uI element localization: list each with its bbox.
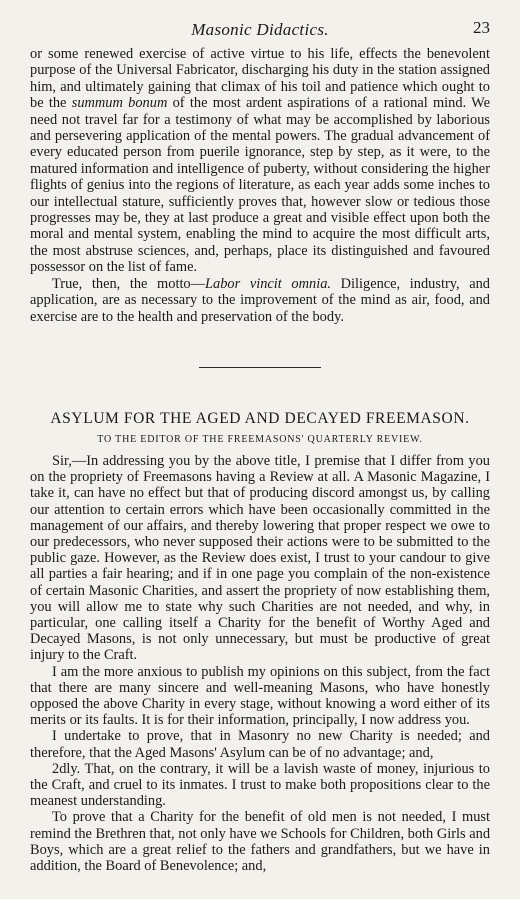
letter-paragraph: I am the more anxious to publish my opinions on this subject, from the fact that there are many sincere and well-meaning Masons, who have honestly opposed the above Charity in every stage, without knowing a word either of its merits or its faults. It is for their information, principally, I now address you. bbox=[30, 663, 490, 729]
page-number: 23 bbox=[473, 18, 490, 37]
article-subtitle: TO THE EDITOR OF THE FREEMASONS' QUARTERLY REVIEW. bbox=[97, 433, 423, 445]
paragraph-continued bbox=[30, 46, 490, 276]
paragraph-motto bbox=[30, 276, 490, 325]
running-head bbox=[30, 20, 490, 46]
text-run: or some renewed exercise of active virtue to his life, effects the benevolent purpose of the Universal Fabricator, discharging his duty in the station assigned him, and ultimately gaining that climax of his toil and patience which ought to be the bbox=[30, 46, 490, 112]
article-continuation bbox=[30, 46, 490, 325]
text-run: of the most ardent aspirations of a rational mind. We need not travel far for a testimony of what may be accomplished by laborious and persevering application of the mental powers. The gradual advancement of every educated person from puerile ignorance, step by step, as it were, to the matured information and intelligence of puberty, without considering the higher flights of genius into the regions of literature, as each year adds some inches to our intellectual stature, sufficiently proves that, however slow or tedious those progresses may be, they at last produce a great and visible effect upon both the moral and mental system, enabling the mind to acquire the most difficult arts, the most abstruse sciences, and, perhaps, place its distinguished and favoured possessor on the list of fame. bbox=[30, 95, 490, 276]
section-divider bbox=[199, 367, 321, 368]
letter-paragraph: 2dly. That, on the contrary, it will be a lavish waste of money, injurious to the Craft, and cruel to its inmates. I trust to make both propositions clear to the meanest understanding. bbox=[30, 760, 490, 810]
letter-article bbox=[30, 410, 490, 874]
letter-paragraph: To prove that a Charity for the benefit of old men is not needed, I must remind the Brethren that, not only have we Schools for Children, both Girls and Boys, which are a great relief to the fathers and grandfathers, but we have in addition, the Board of Benevolence; and, bbox=[30, 809, 491, 874]
letter-paragraph: I undertake to prove, that in Masonry no new Charity is needed; and therefore, that the Aged Masons' Asylum can be of no advantage; and, bbox=[30, 728, 490, 761]
running-title: Masonic Didactics. bbox=[191, 20, 329, 39]
latin-motto: Labor vincit omnia. bbox=[205, 275, 331, 292]
text-run: Diligence, industry, and application, are as necessary to the improvement of the mind as air, food, and exercise are to the health and preservation of the body. bbox=[30, 275, 490, 325]
latin-phrase: summum bonum bbox=[71, 95, 168, 112]
letter-paragraph: Sir,—In addressing you by the above title, I premise that I differ from you on the propriety of Freemasons having a Review at all. A Masonic Magazine, I take it, can have no effect but that of producing discord amongst us, by calling our attention to certain errors which have been occasionally committed in the management of our affairs, and thereby lowering that proper respect we owe to our predecessors, who never supposed their actions were to be submitted to the public gaze. However, as the Review does exist, I trust to your candour to give all parties a fair hearing; and if in one page you complain of the non-existence of certain Masonic Charities, and assert the propriety of now establishing them, you will allow me to state why such Charities are not needed, and why, in particular, one calling itself a Charity for the benefit of Worthy Aged and Decayed Masons, is not only unnecessary, but must be productive of great injury to the Craft. bbox=[30, 452, 490, 664]
text-run: True, then, the motto— bbox=[52, 275, 206, 292]
article-title: ASYLUM FOR THE AGED AND DECAYED FREEMASON. bbox=[50, 409, 470, 427]
